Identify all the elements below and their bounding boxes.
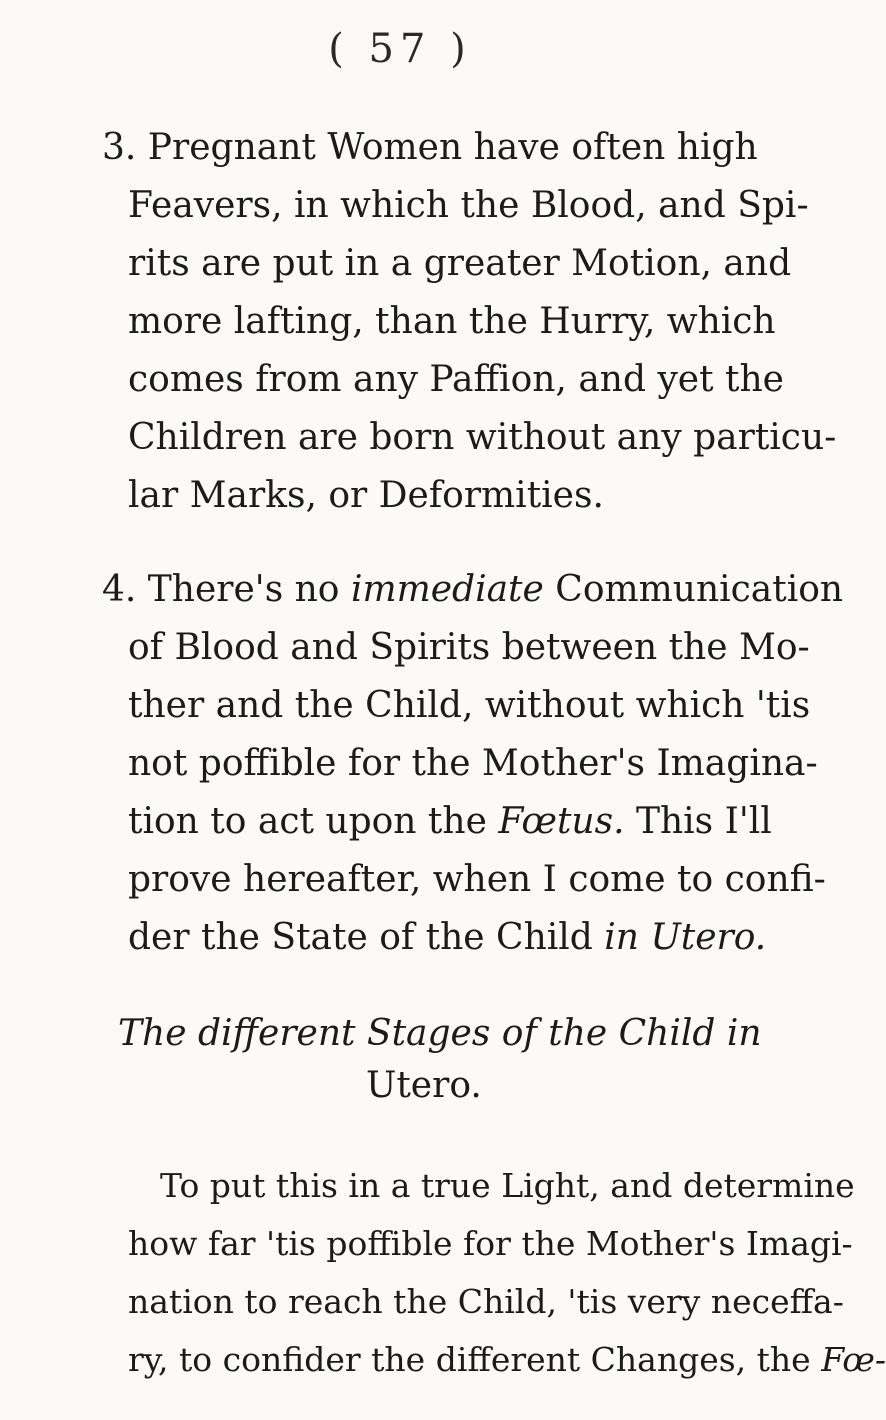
- text-run: This I'll: [624, 801, 772, 842]
- italic-run: Fœtus.: [498, 801, 625, 842]
- text-line: 3. Pregnant Women have often high: [102, 127, 758, 168]
- italic-run: Fœ-: [821, 1340, 886, 1379]
- text-line: [102, 566, 843, 614]
- italic-run: in Utero.: [604, 917, 767, 958]
- text-line: [128, 798, 772, 846]
- text-line: Children are born without any particu-: [128, 417, 837, 458]
- heading-line: The different Stages of the Child in: [118, 1013, 762, 1054]
- text-line: not poffible for the Mother's Imagina-: [128, 743, 818, 784]
- text-line: comes from any Paffion, and yet the: [128, 359, 784, 400]
- text-line: [128, 1336, 886, 1384]
- text-line: more lafting, than the Hurry, which: [128, 301, 776, 342]
- text-line: of Blood and Spirits between the Mo-: [128, 627, 810, 668]
- heading-line: Utero.: [366, 1065, 482, 1106]
- text-run: Communication: [543, 569, 844, 610]
- text-line: [128, 914, 766, 962]
- text-line: Feavers, in which the Blood, and Spi-: [128, 185, 809, 226]
- text-line: how far 'tis poffible for the Mother's Imagi-: [128, 1224, 853, 1263]
- text-run: 4. There's no: [102, 569, 351, 610]
- italic-run: immediate: [350, 569, 544, 610]
- text-run: tion to act upon the: [128, 801, 499, 842]
- text-line: To put this in a true Light, and determine: [160, 1166, 855, 1205]
- text-line: lar Marks, or Deformities.: [128, 475, 604, 516]
- page-number: ( 57 ): [328, 26, 472, 72]
- text-line: ther and the Child, without which 'tis: [128, 685, 811, 726]
- text-line: rits are put in a greater Motion, and: [128, 243, 792, 284]
- text-run: der the State of the Child: [128, 917, 605, 958]
- text-line: prove hereafter, when I come to confi-: [128, 859, 826, 900]
- text-run: ry, to confider the different Changes, the: [128, 1340, 822, 1379]
- text-line: nation to reach the Child, 'tis very neceffa-: [128, 1282, 844, 1321]
